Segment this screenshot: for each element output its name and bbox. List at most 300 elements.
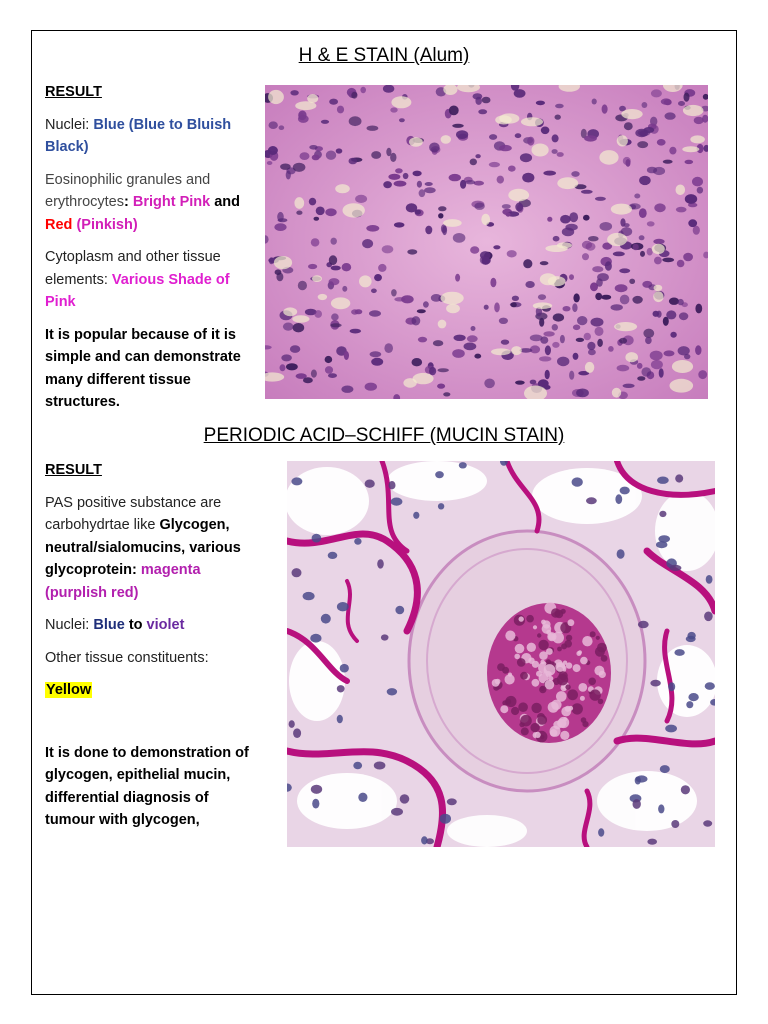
he-eos-pinkish: (Pinkish) (76, 216, 138, 233)
pas-nucleus (311, 785, 322, 794)
he-nucleus (553, 236, 560, 242)
he-clear-space (557, 242, 572, 248)
he-clear-space (318, 294, 327, 300)
he-clear-space (599, 150, 618, 165)
pas-nucleus (686, 701, 693, 708)
he-nucleus (367, 126, 379, 131)
he-nucleus (584, 333, 591, 341)
tuft-capillary (535, 732, 541, 738)
he-nucleus (597, 339, 603, 347)
tuft-capillary (519, 616, 524, 621)
tuft-capillary (550, 726, 561, 737)
he-nucleus (634, 194, 640, 199)
he-nucleus (349, 158, 358, 165)
pas-nucleus (328, 552, 338, 559)
he-nucleus (403, 173, 409, 179)
he-nucleus (642, 102, 648, 108)
he-nucleus (539, 356, 551, 361)
he-nucleus (620, 295, 630, 305)
he-nucleus (355, 195, 367, 203)
he-nucleus (615, 284, 628, 292)
he-nucleus (678, 346, 690, 355)
he-nucleus (515, 203, 523, 212)
he-nucleus (651, 360, 663, 369)
he-nucleus (620, 218, 625, 227)
he-nucleus (329, 99, 338, 105)
he-nucleus (552, 324, 558, 331)
he-nucleus (442, 226, 447, 235)
tuft-capillary (505, 699, 511, 705)
tuft-capillary (572, 703, 583, 714)
he-nucleus (633, 244, 639, 251)
pas-nucleus (706, 575, 713, 584)
pas-nucleus (413, 512, 419, 519)
he-nucleus (351, 92, 357, 99)
he-nucleus (274, 223, 286, 231)
he-nucleus (543, 171, 556, 176)
he-nucleus (309, 145, 317, 150)
he-note: It is popular because of it is simple and can demonstrate many different tissue structures. (45, 326, 241, 410)
he-nucleus (325, 366, 333, 374)
he-nucleus (664, 350, 675, 356)
tuft-capillary (557, 647, 562, 652)
he-nucleus (595, 293, 602, 300)
he-nucleus (328, 373, 337, 378)
pas-nucleus (615, 494, 622, 504)
tuft-capillary (544, 664, 556, 676)
he-nucleus (362, 239, 373, 248)
he-nucleus (569, 212, 578, 222)
he-clear-space (359, 275, 372, 287)
he-clear-space (446, 304, 460, 314)
he-clear-space (682, 146, 699, 152)
he-nucleus (475, 97, 482, 105)
he-nucleus (366, 225, 379, 232)
he-nucleus (555, 104, 564, 109)
he-nucleus (605, 261, 612, 270)
he-nucleus (453, 233, 466, 243)
tuft-capillary (540, 686, 545, 691)
he-nucleus (482, 257, 491, 265)
he-nucleus (563, 306, 571, 311)
he-nucleus (619, 268, 630, 273)
he-nucleus (576, 389, 589, 398)
tuft-capillary (590, 631, 596, 637)
pas-nucleus (321, 614, 331, 624)
tuft-capillary (554, 611, 560, 617)
he-clear-space (491, 348, 511, 355)
pas-nucleus (638, 621, 649, 628)
he-nucleus (449, 174, 461, 181)
he-clear-space (283, 307, 297, 316)
he-nucleus (693, 226, 700, 235)
he-nucleus (657, 139, 666, 146)
tuft-capillary (548, 702, 559, 713)
pas-nucleus (674, 649, 684, 656)
pas-text-column (45, 459, 260, 832)
tuft-capillary (521, 727, 529, 735)
pas-nucleus (671, 820, 679, 828)
he-nucleus (429, 143, 440, 153)
he-nucleus (276, 273, 283, 282)
he-nucleus (482, 97, 491, 104)
he-nucleus (337, 106, 344, 114)
he-nucleus (543, 331, 554, 336)
he-nucleus (281, 354, 292, 361)
tuft-capillary (542, 620, 550, 628)
he-nucleus (581, 190, 593, 194)
he-nucleus (662, 258, 674, 263)
pas-nucleus (389, 481, 396, 489)
tuft-capillary (526, 615, 534, 623)
he-nucleus (678, 101, 685, 106)
he-nucleus (515, 381, 525, 385)
he-clear-space (533, 302, 552, 309)
he-nucleus (388, 174, 400, 180)
he-nucleus (639, 176, 651, 185)
he-nucleus (303, 377, 313, 383)
pas-nucleus (440, 814, 451, 824)
he-nucleus (601, 295, 611, 300)
he-nucleus (470, 159, 477, 166)
he-nucleus (692, 177, 703, 187)
tuft-capillary (511, 707, 519, 715)
he-clear-space (443, 219, 462, 227)
he-nucleus (280, 164, 291, 170)
he-nucleus (454, 335, 466, 341)
tuft-capillary (536, 671, 542, 677)
he-nucleus (684, 93, 690, 102)
he-nucleus (602, 104, 608, 113)
he-nucleus (665, 112, 676, 119)
he-nucleus (474, 181, 484, 186)
he-nucleus (484, 379, 495, 389)
he-nucleus (588, 236, 599, 241)
he-nucleus (278, 218, 288, 222)
tuft-capillary (540, 735, 544, 739)
pas-nucleus (310, 634, 321, 643)
he-nucleus (573, 353, 579, 360)
he-nucleus (523, 259, 532, 268)
he-nucleus (293, 323, 305, 332)
tuft-capillary (555, 662, 565, 672)
pas-nucleus (395, 606, 404, 615)
he-nucleus (300, 152, 310, 160)
he-clear-space (607, 233, 627, 246)
he-nucleus (286, 171, 291, 180)
he-nucleus (499, 318, 508, 324)
he-eos-colon: : (123, 194, 129, 210)
he-nucleus (325, 356, 333, 363)
pas-nucleus (337, 715, 343, 724)
pas-nucleus (633, 799, 641, 809)
tuft-capillary (568, 706, 573, 711)
he-nucleus (565, 224, 577, 231)
he-nucleus (539, 318, 544, 327)
he-result-label: RESULT (45, 84, 102, 100)
he-clear-space (307, 94, 318, 103)
tuft-capillary (527, 643, 536, 652)
he-nucleus (424, 187, 436, 193)
he-nucleus (369, 310, 381, 316)
he-nucleus (331, 266, 341, 271)
he-clear-space (557, 177, 578, 189)
he-nucleus (654, 257, 662, 265)
pas-nucleus (387, 688, 397, 695)
he-nucleus (541, 127, 550, 135)
he-nucleus (336, 148, 343, 153)
he-nucleus (452, 124, 464, 128)
tuft-capillary (546, 648, 553, 655)
he-nucleus (415, 209, 421, 214)
he-nucleus (425, 182, 433, 186)
he-nucleus (371, 289, 377, 294)
he-clear-space (521, 117, 543, 126)
he-clear-space (611, 204, 632, 215)
pas-nucleus (438, 503, 444, 509)
pas-nuclei-to: to (128, 617, 143, 633)
he-nucleus (438, 206, 446, 211)
pas-nucleus (687, 632, 695, 639)
he-clear-space (481, 214, 490, 225)
he-nuclei-label: Nuclei: (45, 116, 94, 133)
he-nucleus (552, 149, 558, 154)
pas-nucleus (377, 559, 384, 568)
he-nucleus (394, 181, 407, 187)
he-nucleus (456, 130, 468, 139)
he-nucleus (341, 386, 353, 393)
tuft-capillary (578, 683, 587, 692)
he-nucleus (342, 286, 347, 292)
he-nucleus (298, 111, 306, 121)
pas-substance-bold: Glycogen, neutral/sialomucins, various glycoprotein: (45, 517, 241, 578)
he-nucleus (321, 120, 329, 124)
he-nucleus (344, 351, 349, 360)
he-nucleus (571, 171, 579, 177)
he-nucleus (653, 239, 664, 244)
he-nucleus (569, 274, 574, 280)
he-nucleus (489, 134, 497, 140)
pas-nucleus (660, 765, 670, 773)
he-nucleus (342, 263, 352, 271)
he-clear-space (652, 244, 665, 254)
he-clear-space (331, 297, 350, 309)
he-nucleus (470, 246, 479, 254)
pas-nucleus (400, 794, 410, 803)
he-nucleus (592, 266, 603, 272)
pas-substance-label: PAS positive substance are carbohydrtae like (45, 494, 222, 533)
tuft-capillary (540, 660, 545, 665)
tuft-capillary (578, 650, 582, 654)
he-nucleus (545, 370, 550, 379)
he-nucleus (464, 343, 477, 351)
he-nucleus (316, 207, 325, 216)
he-nucleus (637, 376, 645, 381)
pas-nucleus (657, 477, 669, 484)
he-nucleus (283, 323, 294, 331)
he-nucleus (474, 354, 481, 359)
he-nucleus (595, 327, 604, 336)
he-nucleus (584, 135, 597, 141)
he-clear-space (511, 346, 522, 355)
tuft-capillary (528, 658, 534, 664)
he-nucleus (314, 310, 322, 318)
he-nucleus (588, 349, 596, 355)
pas-nuclei-label: Nuclei: (45, 617, 94, 633)
he-nucleus (576, 338, 584, 342)
he-nucleus (639, 208, 647, 218)
he-nucleus (629, 279, 635, 284)
tuft-capillary (582, 636, 592, 646)
he-nucleus (557, 357, 569, 367)
he-nucleus (591, 318, 604, 327)
he-nucleus (312, 155, 320, 161)
he-nucleus (489, 162, 500, 167)
pas-nucleus (656, 541, 667, 548)
he-nucleus (512, 296, 519, 301)
he-nucleus (600, 222, 613, 231)
he-nucleus (685, 160, 694, 164)
tuft-capillary (514, 654, 520, 660)
he-nucleus (651, 89, 662, 97)
he-nucleus (501, 340, 509, 345)
he-clear-space (438, 320, 447, 329)
he-nucleus (390, 153, 396, 162)
he-nucleus (676, 207, 687, 213)
he-nucleus (644, 127, 655, 133)
tuft-capillary (537, 715, 547, 725)
he-nucleus (582, 253, 589, 260)
he-nucleus (384, 343, 393, 353)
pas-nucleus (675, 474, 683, 482)
he-nucleus (374, 274, 382, 281)
pas-nucleus (668, 682, 675, 691)
pas-nucleus (291, 477, 302, 485)
he-nucleus (460, 180, 466, 189)
tuft-capillary (520, 715, 532, 727)
he-clear-space (274, 256, 292, 269)
he-nucleus (536, 101, 545, 106)
he-nucleus (279, 125, 285, 130)
he-nucleus (438, 213, 443, 218)
he-nucleus (329, 278, 340, 285)
he-nucleus (577, 316, 587, 325)
he-nucleus (573, 325, 580, 331)
he-nucleus (573, 293, 579, 302)
he-text-column (45, 81, 260, 414)
he-nucleus (678, 299, 684, 305)
he-nucleus (677, 260, 685, 268)
he-nucleus (507, 250, 517, 257)
tuft-capillary (502, 667, 509, 674)
tuft-capillary (531, 703, 541, 713)
he-clear-space (625, 352, 638, 362)
he-eos-pink: Bright Pink (132, 194, 211, 210)
he-nucleus (608, 346, 614, 352)
he-clear-space (672, 360, 693, 373)
tuft-capillary (495, 679, 501, 685)
pas-nucleus (337, 685, 345, 692)
he-section-title: H & E STAIN (Alum) (298, 45, 470, 66)
he-nucleus (412, 316, 421, 325)
he-nucleus (330, 323, 341, 327)
he-nucleus (325, 208, 336, 216)
he-nucleus (474, 203, 484, 210)
tuft-capillary (588, 678, 596, 686)
he-clear-space (614, 322, 637, 331)
tuft-capillary (520, 672, 528, 680)
pas-nucleus (598, 828, 604, 836)
tuft-capillary (560, 731, 569, 740)
he-clear-space (409, 137, 423, 146)
he-nucleus (455, 274, 460, 282)
pas-nucleus (421, 836, 428, 844)
he-nucleus (417, 309, 426, 313)
tuft-capillary (547, 632, 556, 641)
pas-nucleus (659, 511, 666, 517)
he-clear-space (335, 184, 350, 193)
he-nucleus (511, 302, 517, 307)
he-nucleus (433, 340, 443, 346)
pas-nucleus (658, 804, 664, 813)
he-nucleus (311, 238, 320, 246)
tuft-capillary (508, 673, 512, 677)
he-cyto-label: Cytoplasm and other tissue elements: (45, 249, 221, 288)
he-nucleus (467, 335, 478, 342)
he-nucleus (329, 255, 337, 265)
he-nucleus (653, 167, 665, 175)
he-nucleus (650, 351, 663, 361)
he-nucleus (669, 298, 679, 305)
he-nucleus (290, 345, 300, 353)
he-nucleus (654, 203, 665, 212)
tuft-capillary (517, 658, 526, 667)
he-nucleus (508, 166, 516, 172)
he-nucleus (522, 173, 534, 183)
he-nucleus (640, 251, 645, 257)
pas-nucleus (391, 498, 403, 506)
he-nucleus (626, 159, 631, 167)
he-clear-space (508, 189, 529, 202)
he-nucleus (349, 116, 362, 126)
pas-nucleus (312, 534, 322, 543)
he-nucleus (419, 189, 426, 197)
pas-other-label: Other tissue constituents: (45, 649, 209, 666)
he-nucleus (663, 160, 673, 164)
pas-nuclei-blue: Blue (93, 617, 125, 633)
he-nucleus (371, 151, 381, 159)
he-nucleus (443, 392, 450, 396)
pas-note: It is done to demonstration of glycogen, epithelial mucin, differential diagnosis of tumour with glycogen, (45, 744, 249, 828)
tuft-capillary (533, 625, 537, 629)
he-nucleus (390, 107, 397, 112)
pas-nucleus (447, 798, 457, 805)
he-clear-space (312, 275, 322, 282)
he-nucleus (355, 309, 363, 314)
he-nucleus (623, 384, 635, 388)
pas-result-label: RESULT (45, 462, 102, 478)
he-nucleus (499, 145, 512, 151)
he-nucleus (698, 370, 707, 379)
tuft-capillary (515, 644, 525, 654)
tuft-capillary (581, 717, 587, 723)
he-nucleus (685, 194, 697, 204)
he-nucleus (478, 109, 487, 114)
he-clear-space (495, 115, 512, 124)
he-nucleus (449, 106, 459, 116)
he-nucleus (360, 87, 366, 93)
pas-nucleus (705, 682, 715, 690)
